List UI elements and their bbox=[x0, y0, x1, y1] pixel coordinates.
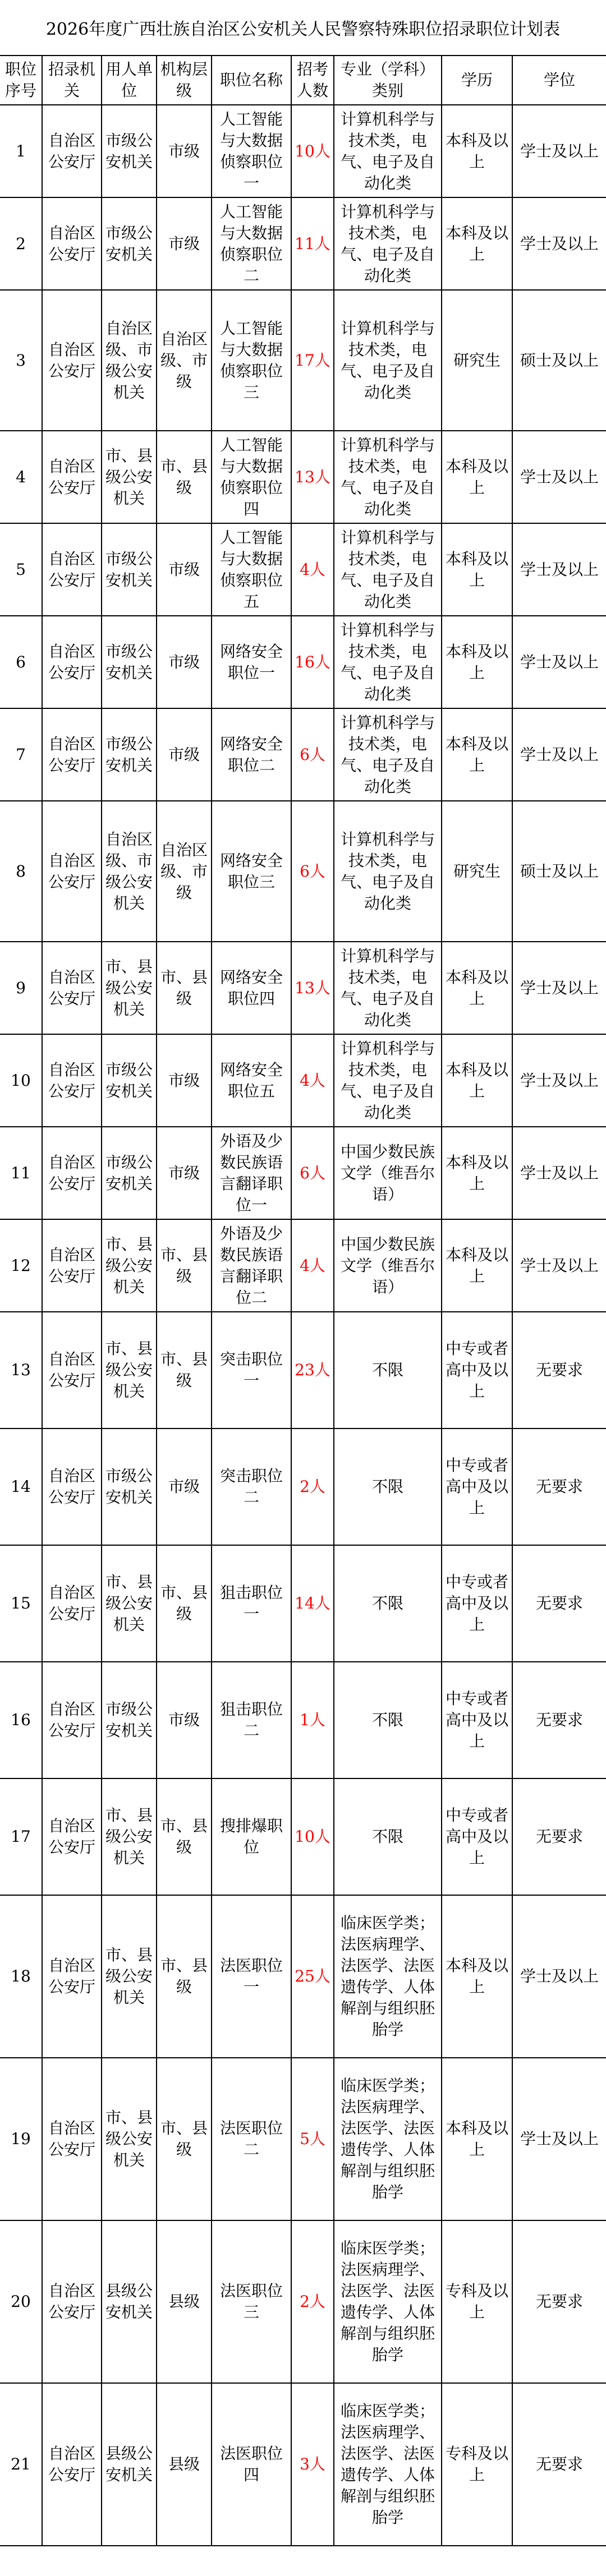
table-row bbox=[0, 801, 606, 942]
row-level: 市级 bbox=[157, 1428, 212, 1545]
table-row bbox=[0, 942, 606, 1034]
row-education: 专科及以上 bbox=[442, 2220, 512, 2383]
row-agency: 自治区公安厅 bbox=[42, 1545, 102, 1662]
row-education: 本科及以上 bbox=[442, 2058, 512, 2220]
row-agency: 自治区公安厅 bbox=[42, 431, 102, 523]
row-position: 法医职位四 bbox=[212, 2383, 291, 2546]
row-education: 本科及以上 bbox=[442, 523, 512, 616]
row-position: 外语及少数民族语言翻译职位一 bbox=[212, 1127, 291, 1219]
row-count: 4人 bbox=[291, 1034, 334, 1127]
row-degree: 学士及以上 bbox=[512, 1034, 606, 1127]
row-agency: 自治区公安厅 bbox=[42, 1778, 102, 1895]
row-education: 研究生 bbox=[442, 801, 512, 942]
row-degree: 硕士及以上 bbox=[512, 290, 606, 431]
table-row bbox=[0, 105, 606, 197]
row-position: 狙击职位二 bbox=[212, 1662, 291, 1778]
row-id: 10 bbox=[0, 1034, 42, 1127]
row-level: 市、县级 bbox=[157, 1219, 212, 1312]
row-count: 4人 bbox=[291, 523, 334, 616]
row-major: 计算机科学与技术类，电气、电子及自动化类 bbox=[334, 1034, 442, 1127]
row-unit: 县级公安机关 bbox=[102, 2220, 157, 2383]
table-row bbox=[0, 1545, 606, 1662]
row-major: 计算机科学与技术类，电气、电子及自动化类 bbox=[334, 431, 442, 523]
row-id: 3 bbox=[0, 290, 42, 431]
row-id: 9 bbox=[0, 942, 42, 1034]
row-degree: 学士及以上 bbox=[512, 197, 606, 290]
row-id: 7 bbox=[0, 708, 42, 801]
row-education: 中专或者高中及以上 bbox=[442, 1662, 512, 1778]
row-id: 17 bbox=[0, 1778, 42, 1895]
row-agency: 自治区公安厅 bbox=[42, 1034, 102, 1127]
table-row bbox=[0, 2220, 606, 2383]
row-education: 本科及以上 bbox=[442, 105, 512, 197]
row-level: 市、县级 bbox=[157, 1545, 212, 1662]
row-agency: 自治区公安厅 bbox=[42, 290, 102, 431]
row-degree: 无要求 bbox=[512, 1428, 606, 1545]
row-education: 本科及以上 bbox=[442, 616, 512, 708]
table-row bbox=[0, 1127, 606, 1219]
row-id: 6 bbox=[0, 616, 42, 708]
row-count: 17人 bbox=[291, 290, 334, 431]
row-level: 县级 bbox=[157, 2220, 212, 2383]
row-level: 市、县级 bbox=[157, 1312, 212, 1428]
row-level: 市、县级 bbox=[157, 942, 212, 1034]
row-education: 中专或者高中及以上 bbox=[442, 1428, 512, 1545]
table-row bbox=[0, 1219, 606, 1312]
row-unit: 市级公安机关 bbox=[102, 616, 157, 708]
row-agency: 自治区公安厅 bbox=[42, 1428, 102, 1545]
row-agency: 自治区公安厅 bbox=[42, 1219, 102, 1312]
row-degree: 无要求 bbox=[512, 1778, 606, 1895]
row-unit: 市、县级公安机关 bbox=[102, 1219, 157, 1312]
header-row bbox=[0, 56, 606, 105]
row-agency: 自治区公安厅 bbox=[42, 1312, 102, 1428]
row-agency: 自治区公安厅 bbox=[42, 708, 102, 801]
row-unit: 市级公安机关 bbox=[102, 1428, 157, 1545]
row-degree: 无要求 bbox=[512, 1545, 606, 1662]
table-row bbox=[0, 2058, 606, 2220]
document-title: 2026年度广西壮族自治区公安机关人民警察特殊职位招录职位计划表 bbox=[0, 0, 606, 56]
row-count: 6人 bbox=[291, 708, 334, 801]
row-level: 县级 bbox=[157, 2383, 212, 2546]
row-education: 中专或者高中及以上 bbox=[442, 1545, 512, 1662]
row-count: 23人 bbox=[291, 1312, 334, 1428]
row-major: 中国少数民族文学（维吾尔语） bbox=[334, 1127, 442, 1219]
row-agency: 自治区公安厅 bbox=[42, 105, 102, 197]
row-level: 自治区级、市级 bbox=[157, 801, 212, 942]
row-count: 3人 bbox=[291, 2383, 334, 2546]
table-row bbox=[0, 1662, 606, 1778]
row-count: 16人 bbox=[291, 616, 334, 708]
row-id: 5 bbox=[0, 523, 42, 616]
row-position: 狙击职位一 bbox=[212, 1545, 291, 1662]
row-unit: 自治区级、市级公安机关 bbox=[102, 290, 157, 431]
row-major: 计算机科学与技术类，电气、电子及自动化类 bbox=[334, 105, 442, 197]
row-id: 8 bbox=[0, 801, 42, 942]
row-education: 本科及以上 bbox=[442, 1034, 512, 1127]
row-count: 10人 bbox=[291, 105, 334, 197]
row-education: 专科及以上 bbox=[442, 2383, 512, 2546]
row-major: 不限 bbox=[334, 1428, 442, 1545]
row-agency: 自治区公安厅 bbox=[42, 1127, 102, 1219]
row-agency: 自治区公安厅 bbox=[42, 523, 102, 616]
table-row bbox=[0, 1778, 606, 1895]
row-major: 不限 bbox=[334, 1545, 442, 1662]
table-row bbox=[0, 616, 606, 708]
row-id: 16 bbox=[0, 1662, 42, 1778]
table-row bbox=[0, 197, 606, 290]
row-degree: 学士及以上 bbox=[512, 105, 606, 197]
row-level: 市级 bbox=[157, 1662, 212, 1778]
row-level: 市级 bbox=[157, 523, 212, 616]
row-unit: 市级公安机关 bbox=[102, 1034, 157, 1127]
row-level: 市级 bbox=[157, 105, 212, 197]
row-position: 法医职位二 bbox=[212, 2058, 291, 2220]
row-education: 研究生 bbox=[442, 290, 512, 431]
row-position: 网络安全职位三 bbox=[212, 801, 291, 942]
row-level: 市、县级 bbox=[157, 431, 212, 523]
row-agency: 自治区公安厅 bbox=[42, 942, 102, 1034]
row-major: 计算机科学与技术类，电气、电子及自动化类 bbox=[334, 197, 442, 290]
row-major: 临床医学类；法医病理学、法医学、法医遗传学、人体解剖与组织胚胎学 bbox=[334, 1895, 442, 2058]
row-unit: 县级公安机关 bbox=[102, 2383, 157, 2546]
row-major: 计算机科学与技术类，电气、电子及自动化类 bbox=[334, 801, 442, 942]
row-count: 13人 bbox=[291, 431, 334, 523]
row-unit: 市级公安机关 bbox=[102, 105, 157, 197]
row-count: 2人 bbox=[291, 1428, 334, 1545]
row-education: 本科及以上 bbox=[442, 431, 512, 523]
row-education: 本科及以上 bbox=[442, 942, 512, 1034]
row-major: 计算机科学与技术类，电气、电子及自动化类 bbox=[334, 616, 442, 708]
row-id: 2 bbox=[0, 197, 42, 290]
row-unit: 市级公安机关 bbox=[102, 1127, 157, 1219]
row-agency: 自治区公安厅 bbox=[42, 1895, 102, 2058]
table-row bbox=[0, 708, 606, 801]
row-id: 18 bbox=[0, 1895, 42, 2058]
row-count: 1人 bbox=[291, 1662, 334, 1778]
row-education: 本科及以上 bbox=[442, 1895, 512, 2058]
row-id: 21 bbox=[0, 2383, 42, 2546]
recruitment-table bbox=[0, 56, 606, 2546]
table-row bbox=[0, 1428, 606, 1545]
row-count: 14人 bbox=[291, 1545, 334, 1662]
row-count: 6人 bbox=[291, 1127, 334, 1219]
row-position: 法医职位三 bbox=[212, 2220, 291, 2383]
row-unit: 市级公安机关 bbox=[102, 523, 157, 616]
row-major: 不限 bbox=[334, 1778, 442, 1895]
row-level: 市、县级 bbox=[157, 1895, 212, 2058]
row-position: 网络安全职位四 bbox=[212, 942, 291, 1034]
row-education: 中专或者高中及以上 bbox=[442, 1312, 512, 1428]
row-degree: 学士及以上 bbox=[512, 431, 606, 523]
row-agency: 自治区公安厅 bbox=[42, 801, 102, 942]
row-id: 15 bbox=[0, 1545, 42, 1662]
table-row bbox=[0, 2383, 606, 2546]
row-count: 11人 bbox=[291, 197, 334, 290]
header-count: 招考人数 bbox=[291, 56, 334, 105]
table-row bbox=[0, 290, 606, 431]
row-level: 市级 bbox=[157, 1034, 212, 1127]
row-unit: 自治区级、市级公安机关 bbox=[102, 801, 157, 942]
header-agency: 招录机关 bbox=[42, 56, 102, 105]
table-row bbox=[0, 1034, 606, 1127]
table-row bbox=[0, 1895, 606, 2058]
row-level: 市级 bbox=[157, 708, 212, 801]
table-row bbox=[0, 523, 606, 616]
row-count: 25人 bbox=[291, 1895, 334, 2058]
row-major: 计算机科学与技术类，电气、电子及自动化类 bbox=[334, 290, 442, 431]
row-degree: 无要求 bbox=[512, 2383, 606, 2546]
row-unit: 市、县级公安机关 bbox=[102, 1312, 157, 1428]
row-major: 计算机科学与技术类，电气、电子及自动化类 bbox=[334, 708, 442, 801]
row-major: 中国少数民族文学（维吾尔语） bbox=[334, 1219, 442, 1312]
row-major: 临床医学类；法医病理学、法医学、法医遗传学、人体解剖与组织胚胎学 bbox=[334, 2058, 442, 2220]
row-position: 人工智能与大数据侦察职位五 bbox=[212, 523, 291, 616]
row-position: 人工智能与大数据侦察职位二 bbox=[212, 197, 291, 290]
table-row bbox=[0, 1312, 606, 1428]
row-agency: 自治区公安厅 bbox=[42, 197, 102, 290]
row-position: 网络安全职位一 bbox=[212, 616, 291, 708]
header-unit: 用人单位 bbox=[102, 56, 157, 105]
header-position: 职位名称 bbox=[212, 56, 291, 105]
row-major: 计算机科学与技术类，电气、电子及自动化类 bbox=[334, 523, 442, 616]
row-count: 13人 bbox=[291, 942, 334, 1034]
row-degree: 无要求 bbox=[512, 1312, 606, 1428]
row-position: 人工智能与大数据侦察职位四 bbox=[212, 431, 291, 523]
row-degree: 学士及以上 bbox=[512, 1219, 606, 1312]
row-major: 不限 bbox=[334, 1312, 442, 1428]
row-agency: 自治区公安厅 bbox=[42, 2220, 102, 2383]
row-count: 10人 bbox=[291, 1778, 334, 1895]
row-id: 4 bbox=[0, 431, 42, 523]
row-major: 临床医学类；法医病理学、法医学、法医遗传学、人体解剖与组织胚胎学 bbox=[334, 2383, 442, 2546]
row-education: 中专或者高中及以上 bbox=[442, 1778, 512, 1895]
row-unit: 市级公安机关 bbox=[102, 197, 157, 290]
row-id: 12 bbox=[0, 1219, 42, 1312]
row-position: 搜排爆职位 bbox=[212, 1778, 291, 1895]
row-degree: 学士及以上 bbox=[512, 942, 606, 1034]
row-id: 20 bbox=[0, 2220, 42, 2383]
row-unit: 市、县级公安机关 bbox=[102, 2058, 157, 2220]
row-degree: 无要求 bbox=[512, 2220, 606, 2383]
row-position: 法医职位一 bbox=[212, 1895, 291, 2058]
row-id: 13 bbox=[0, 1312, 42, 1428]
header-id: 职位序号 bbox=[0, 56, 42, 105]
row-level: 市级 bbox=[157, 1127, 212, 1219]
row-id: 19 bbox=[0, 2058, 42, 2220]
row-education: 本科及以上 bbox=[442, 197, 512, 290]
row-position: 突击职位二 bbox=[212, 1428, 291, 1545]
row-count: 2人 bbox=[291, 2220, 334, 2383]
row-id: 11 bbox=[0, 1127, 42, 1219]
row-agency: 自治区公安厅 bbox=[42, 2058, 102, 2220]
row-position: 外语及少数民族语言翻译职位二 bbox=[212, 1219, 291, 1312]
row-level: 自治区级、市级 bbox=[157, 290, 212, 431]
row-unit: 市、县级公安机关 bbox=[102, 431, 157, 523]
row-unit: 市、县级公安机关 bbox=[102, 942, 157, 1034]
row-position: 人工智能与大数据侦察职位一 bbox=[212, 105, 291, 197]
header-degree: 学位 bbox=[512, 56, 606, 105]
row-level: 市级 bbox=[157, 616, 212, 708]
row-degree: 学士及以上 bbox=[512, 523, 606, 616]
row-education: 本科及以上 bbox=[442, 1219, 512, 1312]
row-education: 本科及以上 bbox=[442, 1127, 512, 1219]
row-position: 网络安全职位二 bbox=[212, 708, 291, 801]
row-degree: 学士及以上 bbox=[512, 1895, 606, 2058]
row-count: 4人 bbox=[291, 1219, 334, 1312]
header-education: 学历 bbox=[442, 56, 512, 105]
row-count: 6人 bbox=[291, 801, 334, 942]
row-degree: 无要求 bbox=[512, 1662, 606, 1778]
row-level: 市、县级 bbox=[157, 1778, 212, 1895]
row-position: 网络安全职位五 bbox=[212, 1034, 291, 1127]
row-degree: 学士及以上 bbox=[512, 708, 606, 801]
row-level: 市级 bbox=[157, 197, 212, 290]
row-degree: 学士及以上 bbox=[512, 616, 606, 708]
row-level: 市、县级 bbox=[157, 2058, 212, 2220]
row-unit: 市、县级公安机关 bbox=[102, 1895, 157, 2058]
row-count: 5人 bbox=[291, 2058, 334, 2220]
row-agency: 自治区公安厅 bbox=[42, 616, 102, 708]
row-degree: 学士及以上 bbox=[512, 2058, 606, 2220]
row-position: 突击职位一 bbox=[212, 1312, 291, 1428]
header-major: 专业（学科）类别 bbox=[334, 56, 442, 105]
row-unit: 市级公安机关 bbox=[102, 708, 157, 801]
row-unit: 市、县级公安机关 bbox=[102, 1545, 157, 1662]
row-degree: 硕士及以上 bbox=[512, 801, 606, 942]
row-unit: 市、县级公安机关 bbox=[102, 1778, 157, 1895]
row-agency: 自治区公安厅 bbox=[42, 1662, 102, 1778]
row-degree: 学士及以上 bbox=[512, 1127, 606, 1219]
header-level: 机构层级 bbox=[157, 56, 212, 105]
row-major: 不限 bbox=[334, 1662, 442, 1778]
row-major: 计算机科学与技术类，电气、电子及自动化类 bbox=[334, 942, 442, 1034]
row-agency: 自治区公安厅 bbox=[42, 2383, 102, 2546]
row-major: 临床医学类；法医病理学、法医学、法医遗传学、人体解剖与组织胚胎学 bbox=[334, 2220, 442, 2383]
row-unit: 市级公安机关 bbox=[102, 1662, 157, 1778]
row-id: 1 bbox=[0, 105, 42, 197]
row-id: 14 bbox=[0, 1428, 42, 1545]
table-row bbox=[0, 431, 606, 523]
row-position: 人工智能与大数据侦察职位三 bbox=[212, 290, 291, 431]
row-education: 本科及以上 bbox=[442, 708, 512, 801]
